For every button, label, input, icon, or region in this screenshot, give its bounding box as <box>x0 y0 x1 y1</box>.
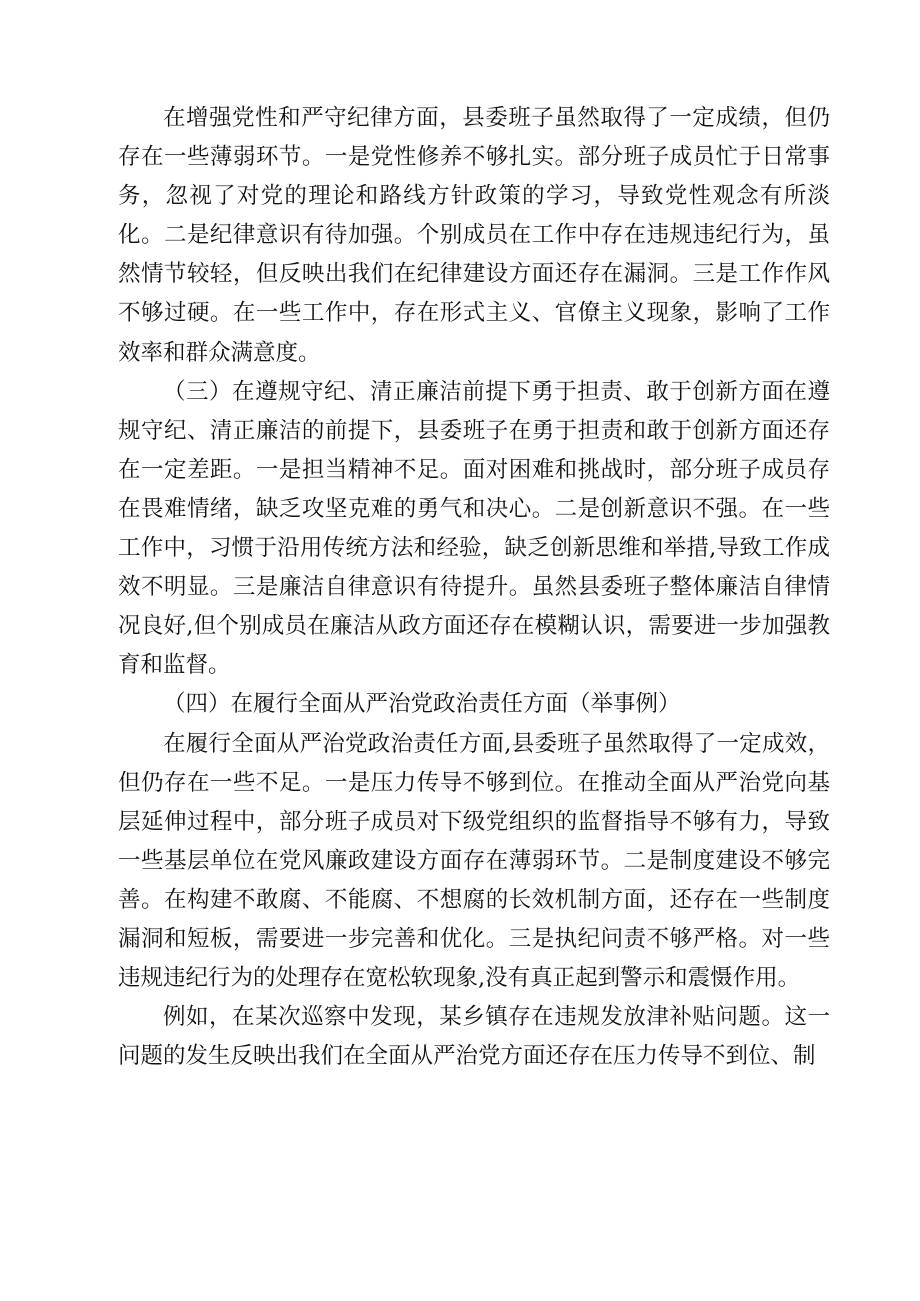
paragraph-example: 例如，在某次巡察中发现，某乡镇存在违规发放津补贴问题。这一问题的发生反映出我们在全面从严治党方面还存在压力传导不到位、制 <box>118 1004 830 1070</box>
section-four-heading: （四）在履行全面从严治党政治责任方面（举事例） <box>163 691 681 718</box>
paragraph-strict-party-governance: 在履行全面从严治党政治责任方面,县委班子虽然取得了一定成效，但仍存在一些不足。一是压力传导不够到位。在推动全面从严治党向基层延伸过程中，部分班子成员对下级党组织的监督指导不够有力，导致一些基层单位在党风廉政建设方面存在薄弱环节。二是制度建设不够完善。在构建不敢腐、不能腐、不想腐的长效机制方面，还存在一些制度漏洞和短板，需要进一步完善和优化。三是执纪问责不够严格。对一些违规违纪行为的处理存在宽松软现象,没有真正起到警示和震慑作用。 <box>118 730 830 992</box>
document-body <box>118 99 830 1076</box>
paragraph-section-three: （三）在遵规守纪、清正廉洁前提下勇于担责、敢于创新方面在遵规守纪、清正廉洁的前提下，县委班子在勇于担责和敢于创新方面还存在一定差距。一是担当精神不足。面对困难和挑战时，部分班子成员存在畏难情绪，缺乏攻坚克难的勇气和决心。二是创新意识不强。在一些工作中，习惯于沿用传统方法和经验，缺乏创新思维和举措,导致工作成效不明显。三是廉洁自律意识有待提升。虽然县委班子整体廉洁自律情况良好,但个别成员在廉洁从政方面还存在模糊认识，需要进一步加强教育和监督。 <box>118 378 830 679</box>
paragraph-party-spirit-discipline: 在增强党性和严守纪律方面，县委班子虽然取得了一定成绩，但仍存在一些薄弱环节。一是党性修养不够扎实。部分班子成员忙于日常事务，忽视了对党的理论和路线方针政策的学习，导致党性观念有所淡化。二是纪律意识有待加强。个别成员在工作中存在违规违纪行为，虽然情节较轻，但反映出我们在纪律建设方面还存在漏洞。三是工作作风不够过硬。在一些工作中，存在形式主义、官僚主义现象，影响了工作效率和群众满意度。 <box>118 105 830 366</box>
